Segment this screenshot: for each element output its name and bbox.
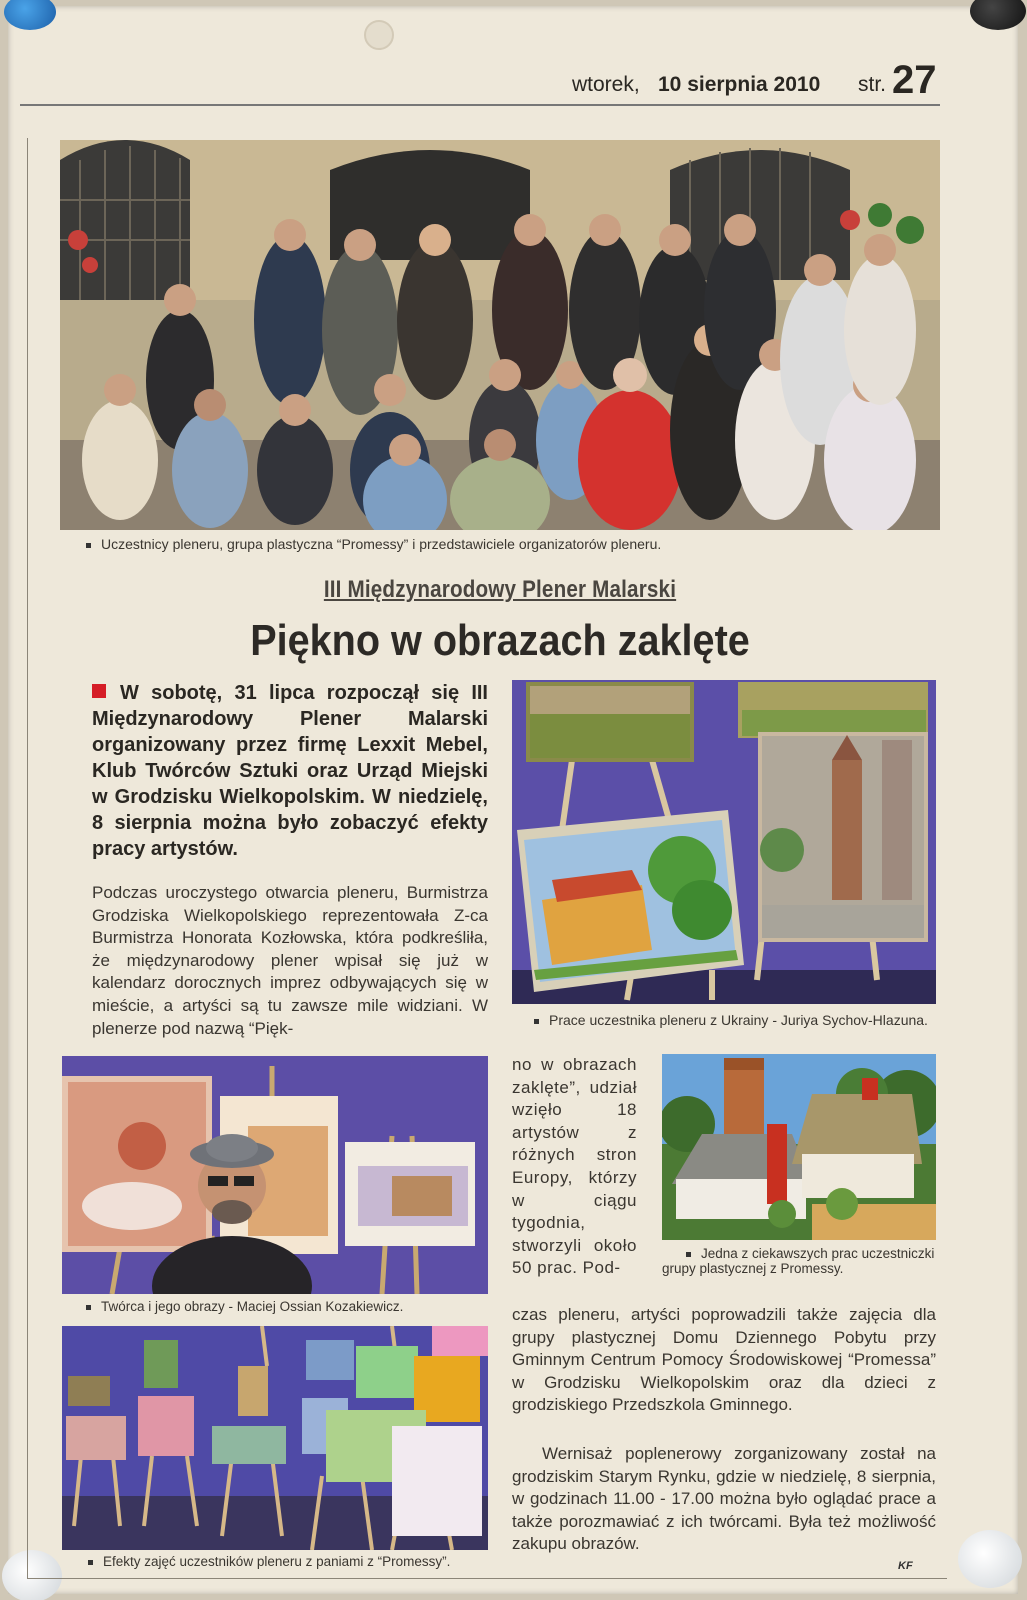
header-date: 10 sierpnia 2010 (658, 73, 821, 96)
bullet-icon (88, 1560, 93, 1565)
column-rule (27, 138, 28, 1578)
bullet-icon (86, 1305, 91, 1310)
article-body-part3: czas pleneru, artyści poprowadzili także zajęcia dla grupy plastycznej Domu Dziennego Pobytu przy Gminnym Centrum Pomocy Środowiskowej “Promessa” w Grodzisku Wielkopolskim oraz dla dzieci z grodziskiego Przedszkola Gminnego. (512, 1305, 936, 1415)
page-header (572, 60, 942, 102)
header-day: wtorek, (572, 73, 640, 96)
cottage-painting-photo (662, 1054, 936, 1240)
cottage-painting-caption-text: Jedna z ciekawszych prac uczestniczki grupy plastycznej z Promessy. (662, 1246, 935, 1276)
group-photo-caption (86, 536, 946, 552)
workshop-results-caption (66, 1554, 492, 1570)
red-square-icon (92, 684, 106, 698)
cottage-painting-image (662, 1054, 936, 1240)
artist-caption (86, 1299, 486, 1315)
cottage-painting-caption (662, 1246, 936, 1276)
ukraine-paintings-caption-text: Prace uczestnika pleneru z Ukrainy - Juriya Sychov-Hlazuna. (549, 1012, 928, 1028)
workshop-results-photo (62, 1326, 488, 1550)
workshop-results-caption-text: Efekty zajęć uczestników pleneru z paniami z “Promessy”. (103, 1554, 451, 1569)
group-photo-image (60, 140, 940, 530)
article-body-part1: Podczas uroczystego otwarcia pleneru, Burmistrza Grodziska Wielkopolskiego reprezentowała Z-ca Burmistrza Honorata Kozłowska, która podkreśliła, że międzynarodowy plener wpisał się już w kalendarz dorocznych imprez odbywających się w mieście, a artyści są tu zawsze mile widziani. W plenerze pod nazwą “Pięk- (92, 883, 488, 1038)
footer-divider (27, 1578, 947, 1579)
pin-hole (364, 20, 394, 50)
artist-caption-text: Twórca i jego obrazy - Maciej Ossian Kozakiewicz. (101, 1299, 404, 1314)
pushpin-icon (958, 1530, 1022, 1588)
article-lead (92, 680, 488, 862)
ukraine-paintings-caption (534, 1012, 936, 1028)
bullet-icon (686, 1252, 691, 1257)
group-photo-caption-text: Uczestnicy pleneru, grupa plastyczna “Promessy” i przedstawiciele organizatorów pleneru. (101, 536, 662, 552)
artist-photo-image (62, 1056, 488, 1294)
bullet-icon (86, 543, 91, 548)
group-photo (60, 140, 940, 530)
page-number: 27 (892, 58, 937, 102)
pushpin-icon (2, 1550, 62, 1600)
bullet-icon (534, 1019, 539, 1024)
author-initials: KF (898, 1560, 913, 1572)
article-body-part2: no w obrazach zaklęte”, udział wzięło 18 artystów z różnych stron Europy, którzy w ciągu tygodnia, stworzyli około 50 prac. Pod- (512, 1055, 637, 1278)
article-kicker: III Międzynarodowy Plener Malarski (323, 576, 677, 603)
ukraine-paintings-photo (512, 680, 936, 1004)
workshop-results-image (62, 1326, 488, 1550)
ukraine-paintings-image (512, 680, 936, 1004)
header-page-label: str. (858, 73, 887, 96)
article-lead-text: W sobotę, 31 lipca rozpoczął się III Międzynarodowy Plener Malarski organizowany przez firmę Lexxit Mebel, Klub Twórców Sztuki oraz Urząd Miejski w Grodzisku Wielkopolskim. W niedzielę, 8 sierpnia można było zobaczyć efekty pracy artystów. (92, 682, 488, 860)
article-headline: Piękno w obrazach zaklęte (250, 616, 750, 665)
header-divider (20, 104, 940, 106)
artist-photo (62, 1056, 488, 1294)
article-body-part4: Wernisaż poplenerowy zorganizowany został na grodziskim Starym Rynku, gdzie w niedzielę, 8 sierpnia, w godzinach 11.00 - 17.00 można było oglądać prace a także porozmawiać z ich twórcami. Była też możliwość zakupu obrazów. (512, 1444, 936, 1554)
